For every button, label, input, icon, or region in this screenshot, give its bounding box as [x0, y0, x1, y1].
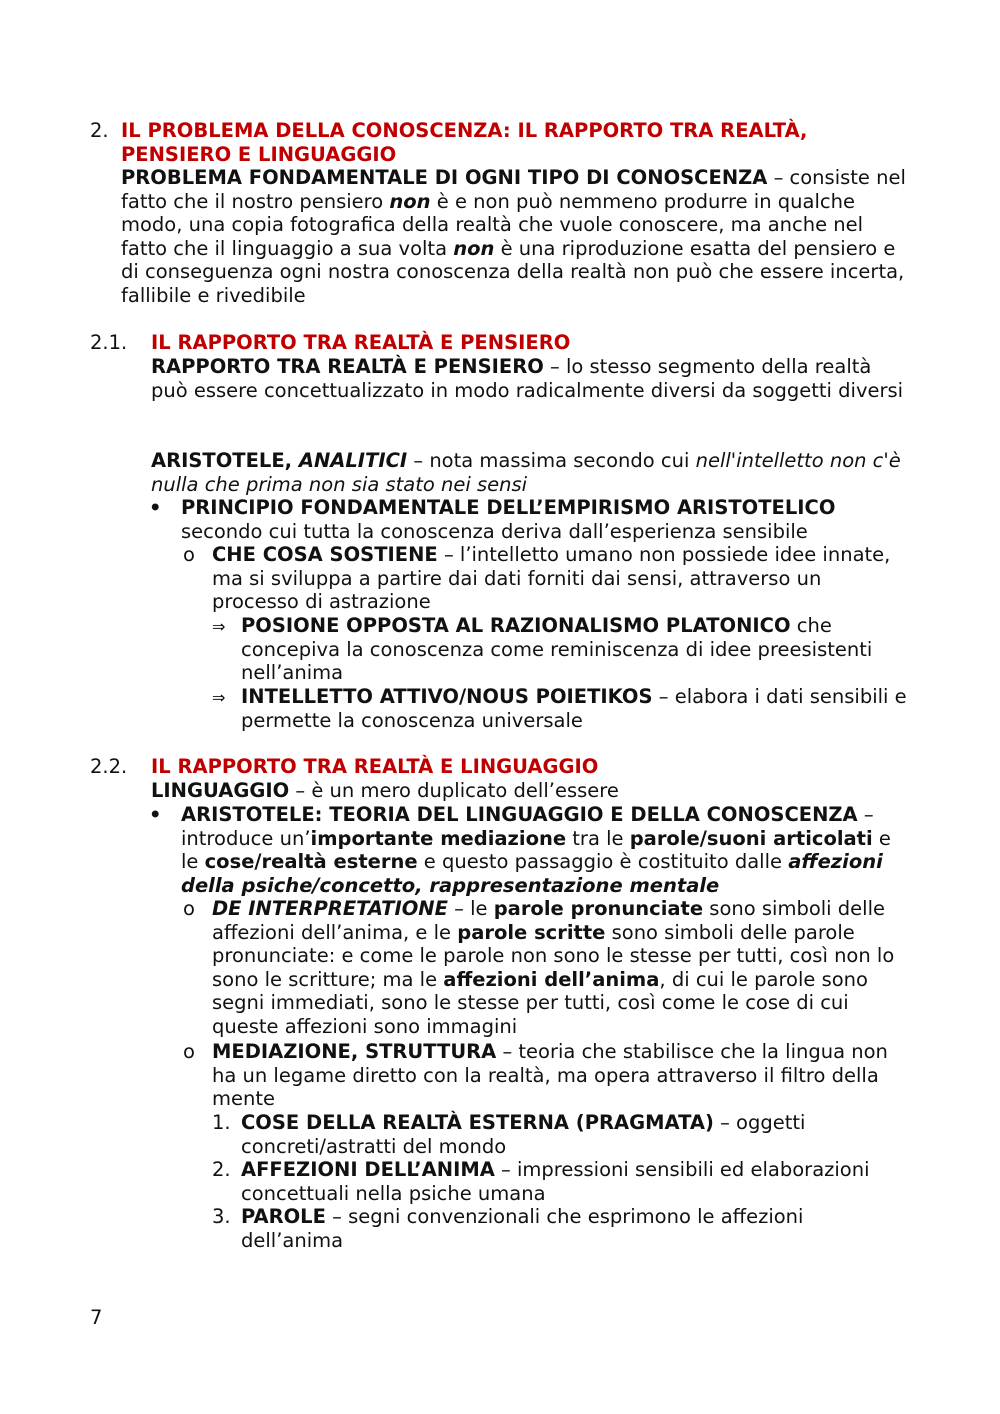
numbered-item-number: 1.: [212, 1111, 231, 1134]
bullet-bold-term: importante mediazione: [310, 826, 567, 850]
bullet-text: – introduce un’: [181, 803, 874, 850]
bullet-bold-term: AFFEZIONI DELL’ANIMA: [241, 1158, 495, 1181]
sub-bullet-che-cosa-sostiene: [212, 543, 911, 614]
bullet-bold-term: ARISTOTELE: TEORIA DEL LINGUAGGIO E DELLA CONOSCENZA: [181, 803, 858, 826]
paragraph-bold-term: ARISTOTELE,: [151, 449, 299, 472]
sub-bullet-mediazione-struttura: [212, 1040, 906, 1111]
numbered-item-affezioni: [241, 1158, 911, 1205]
section-2-1-paragraph: [151, 355, 911, 402]
bullet-bold-term: INTELLETTO ATTIVO/NOUS POIETIKOS: [241, 685, 653, 708]
bullet-bold-term: parole pronunciate: [493, 897, 704, 920]
section-2-1-number: 2.1.: [90, 331, 128, 354]
bullet-text: tra le: [566, 826, 630, 850]
section-2-title-line2: PENSIERO E LINGUAGGIO: [121, 142, 397, 166]
paragraph-text: – lo stesso segmento della realtà può essere concettualizzato in modo radicalmente diversi da soggetti diversi: [151, 355, 904, 402]
bullet-bold-term: POSIONE OPPOSTA AL RAZIONALISMO PLATONICO: [241, 614, 791, 637]
bullet-text: che concepiva la conoscenza come reminiscenza di idee preesistenti nell’anima: [241, 614, 873, 685]
paragraph-emphasis: ANALITICI: [298, 449, 408, 472]
bullet-teoria-linguaggio: [181, 803, 906, 897]
sub-bullet-marker: o: [183, 897, 195, 920]
paragraph-text: – consiste nel fatto che il nostro pensiero: [121, 166, 906, 213]
bullet-text: – l’intelletto umano non possiede idee innate, ma si sviluppa a partire dai dati forniti dai sensi, attraverso un processo di astrazione: [212, 543, 891, 614]
bullet-text: – teoria che stabilisce che la lingua non ha un legame diretto con la realtà, ma opera attraverso il filtro della mente: [212, 1040, 888, 1111]
section-2-title: [121, 119, 911, 166]
paragraph-bold-term: PROBLEMA FONDAMENTALE DI OGNI TIPO DI CONOSCENZA: [121, 166, 768, 189]
section-2-2-number: 2.2.: [90, 755, 128, 778]
section-2-2-title: IL RAPPORTO TRA REALTÀ E LINGUAGGIO: [151, 755, 599, 778]
section-2-paragraph: [121, 166, 911, 308]
bullet-text: – elabora i dati sensibili e permette la conoscenza universale: [241, 685, 907, 732]
sub-bullet-de-interpretatione: [212, 897, 906, 1039]
bullet-empirismo: [181, 496, 911, 543]
bullet-marker: •: [149, 496, 162, 519]
sub-bullet-marker: o: [183, 543, 195, 566]
paragraph-bold-term: RAPPORTO TRA REALTÀ E PENSIERO: [151, 355, 544, 378]
arrow-item-razionalismo: [241, 614, 911, 685]
arrow-marker: ⇒: [212, 688, 226, 707]
bullet-text: e le: [181, 826, 891, 874]
linguaggio-line: [151, 779, 911, 803]
page-number: 7: [90, 1306, 103, 1329]
bullet-bold-term: PRINCIPIO FONDAMENTALE DELL’EMPIRISMO ARISTOTELICO: [181, 496, 836, 519]
paragraph-text: – nota massima secondo cui: [407, 449, 696, 472]
bullet-text: – oggetti concreti/astratti del mondo: [241, 1111, 806, 1158]
bullet-text: – segni convenzionali che esprimono le affezioni dell’anima: [241, 1205, 804, 1252]
paragraph-emphasis: non: [389, 189, 431, 213]
paragraph-text: è una riproduzione esatta del pensiero e di conseguenza ogni nostra conoscenza della realtà non può che essere incerta, fallibile e rivedibile: [121, 236, 905, 307]
bullet-text: – impressioni sensibili ed elaborazioni concettuali nella psiche umana: [241, 1158, 870, 1205]
numbered-item-number: 2.: [212, 1158, 231, 1181]
paragraph-text: – è un mero duplicato dell’essere: [289, 779, 619, 802]
bullet-emphasis: affezioni della psiche/concetto, rappresentazione mentale: [181, 850, 883, 897]
bullet-bold-term: affezioni dell’anima: [443, 967, 660, 991]
bullet-emphasis: DE INTERPRETATIONE: [212, 897, 448, 920]
numbered-item-parole: [241, 1205, 881, 1252]
arrow-marker: ⇒: [212, 617, 226, 636]
bullet-bold-term: MEDIAZIONE, STRUTTURA: [212, 1040, 497, 1063]
bullet-text: sono simboli delle parole pronunciate: e come le parole non sono le stesse per tutti, così non lo sono le scritture; ma le: [212, 920, 895, 991]
bullet-bold-term: parole/suoni articolati: [629, 826, 873, 850]
bullet-text: secondo cui tutta la conoscenza deriva dall’esperienza sensibile: [181, 519, 808, 543]
bullet-marker: •: [149, 803, 162, 826]
paragraph-bold-term: LINGUAGGIO: [151, 779, 290, 802]
bullet-text: , di cui le parole sono segni immediati, sono le stesse per tutti, così come le cose di cui queste affezioni sono immagini: [212, 967, 868, 1038]
bullet-text: – le: [447, 897, 494, 920]
paragraph-emphasis: non: [453, 236, 495, 260]
aristotele-analitici-paragraph: [151, 449, 901, 496]
numbered-item-pragmata: [241, 1111, 911, 1158]
bullet-text: sono simboli delle affezioni dell’anima, e le: [212, 897, 886, 944]
bullet-bold-term: COSE DELLA REALTÀ ESTERNA (PRAGMATA): [241, 1111, 714, 1134]
arrow-item-intelletto-attivo: [241, 685, 911, 732]
sub-bullet-marker: o: [183, 1040, 195, 1063]
bullet-text: e questo passaggio è costituito dalle: [417, 850, 789, 874]
paragraph-quote: nell'intelletto non c'è nulla che prima non sia stato nei sensi: [151, 449, 901, 496]
bullet-bold-term: cose/realtà esterne: [204, 850, 418, 874]
section-2-number: 2.: [90, 119, 109, 142]
section-2-title-line1: IL PROBLEMA DELLA CONOSCENZA: IL RAPPORTO TRA REALTÀ,: [121, 119, 808, 142]
bullet-bold-term: PAROLE: [241, 1205, 326, 1228]
section-2-1-title: IL RAPPORTO TRA REALTÀ E PENSIERO: [151, 331, 571, 354]
paragraph-text: è e non può nemmeno produrre in qualche modo, una copia fotografica della realtà che vuole conoscere, ma anche nel fatto che il linguaggio a sua volta: [121, 189, 864, 260]
numbered-item-number: 3.: [212, 1205, 231, 1228]
bullet-bold-term: parole scritte: [457, 920, 606, 944]
bullet-bold-term: CHE COSA SOSTIENE: [212, 543, 438, 566]
